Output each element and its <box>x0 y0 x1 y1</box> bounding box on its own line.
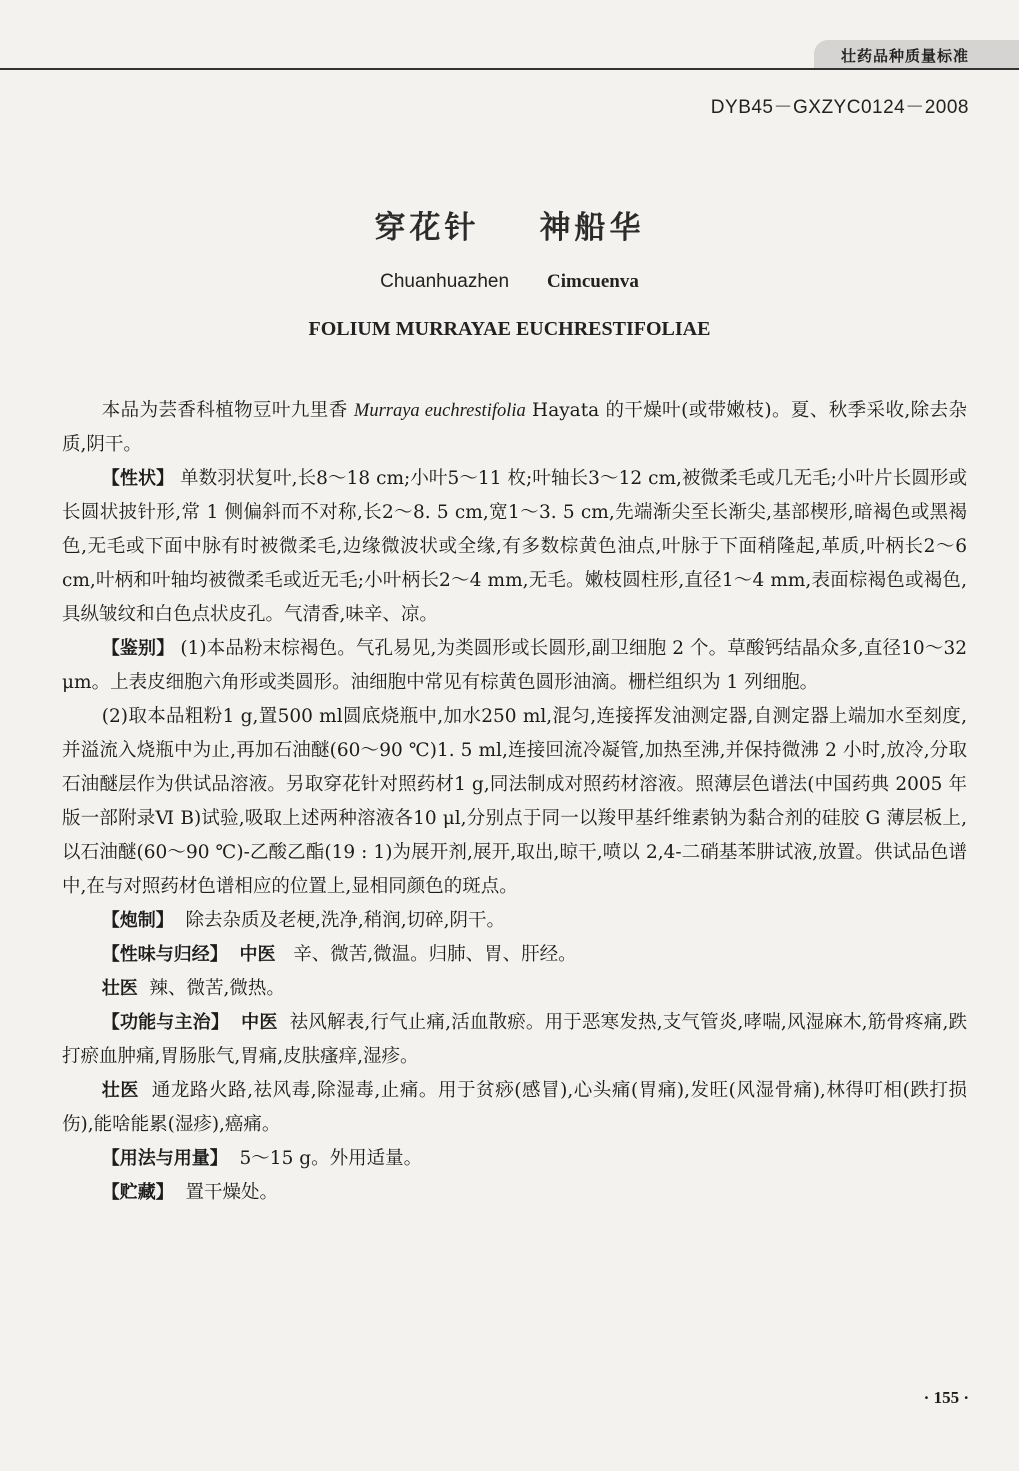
chinese-name: 穿花针 <box>374 210 480 246</box>
monograph-title <box>0 202 1019 247</box>
running-header-title: 壮药品种质量标准 <box>840 47 969 65</box>
page-number: · 155 · <box>923 1388 969 1407</box>
standard-number: DYB45－GXZYC0124－2008 <box>710 97 969 118</box>
storage-label: 【贮藏】 <box>101 1182 174 1203</box>
property-paragraph: 【性味与归经】 中医 辛、微苦,微温。归肺、胃、肝经。 <box>101 944 577 965</box>
zhuang-romanized-name: Cimcuenva <box>547 271 639 292</box>
processing-label: 【炮制】 <box>101 910 174 931</box>
dosage-label: 【用法与用量】 <box>101 1148 228 1169</box>
dosage-paragraph: 【用法与用量】 5～15 g。外用适量。 <box>101 1148 423 1169</box>
identification-paragraph-2: (2)取本品粗粉1 g,置500 ml圆底烧瓶中,加水250 ml,混匀,连接挥发油测定器,自测定器上端加水至刻度,并溢流入烧瓶中为止,再加石油醚(60～90 ℃)1. 5 ml,连接回流冷凝管,加热至沸,并保持微沸 2 小时,放冷,分取石油醚层作为供试品溶液。另取穿花针对照药材1 g,同法制成对照药材溶液。照薄层色谱法(中国药典 2005 年版一部附录Ⅵ B)试验,吸取上述两种溶液各10 μl,分别点于同一以羧甲基纤维素钠为黏合剂的硅胶 G 薄层板上,以石油醚(60～90 ℃)-乙酸乙酯(19 : 1)为展开剂,展开,取出,晾干,喷以 2,4-二硝基苯肼试液,放置。供试品色谱中,在与对照药材色谱相应的位置上,显相同颜色的斑点。 <box>62 706 967 897</box>
zhuang-name: 神船华 <box>539 210 645 246</box>
latin-name: FOLIUM MURRAYAE EUCHRESTIFOLIAE <box>308 318 711 340</box>
romanized-names <box>0 270 1019 293</box>
zhuang-label: 壮医 <box>101 978 138 999</box>
function-tcm-label: 中医 <box>241 1012 278 1033</box>
identification-paragraph-1: 【鉴别】 (1)本品粉末棕褐色。气孔易见,为类圆形或长圆形,副卫细胞 2 个。草酸钙结晶众多,直径10～32 μm。上表皮细胞六角形或类圆形。油细胞中常见有棕黄色圆形油滴。栅栏组织为 1 列细胞。 <box>62 638 967 693</box>
function-paragraph: 【功能与主治】 中医 祛风解表,行气止痛,活血散瘀。用于恶寒发热,支气管炎,哮喘,风湿麻木,筋骨疼痛,跌打瘀血肿痛,胃肠胀气,胃痛,皮肤瘙痒,湿疹。 <box>62 1012 968 1067</box>
species-name: Murraya euchrestifolia <box>353 401 526 421</box>
function-zhuang-paragraph: 壮医 通龙路火路,祛风毒,除湿毒,止痛。用于贫痧(感冒),心头痛(胃痛),发旺(风湿骨痛),林得叮相(跌打损伤),能啥能累(湿疹),癌痛。 <box>62 1080 967 1135</box>
identification-label: 【鉴别】 <box>101 638 175 659</box>
header-rule <box>0 68 1019 70</box>
function-zhuang-label: 壮医 <box>101 1080 139 1101</box>
description-paragraph: 【性状】 单数羽状复叶,长8～18 cm;小叶5～11 枚;叶轴长3～12 cm,被微柔毛或几无毛;小叶片长圆形或长圆状披针形,常 1 侧偏斜而不对称,长2～8. 5 cm,宽1～3. 5 cm,先端渐尖至长渐尖,基部楔形,暗褐色或黑褐色,无毛或下面中脉有时被微柔毛,边缘微波状或全缘,有多数棕黄色油点,叶脉于下面稍隆起,革质,叶柄长2～6 cm,叶柄和叶轴均被微柔毛或近无毛;小叶柄长2～4 mm,无毛。嫩枝圆柱形,直径1～4 mm,表面棕褐色或褐色,具纵皱纹和白色点状皮孔。气清香,味辛、凉。 <box>62 468 967 625</box>
function-label: 【功能与主治】 <box>101 1012 230 1033</box>
property-zhuang-paragraph: 壮医 辣、微苦,微热。 <box>101 978 285 999</box>
processing-paragraph: 【炮制】 除去杂质及老梗,洗净,稍润,切碎,阴干。 <box>101 910 506 931</box>
intro-paragraph: 本品为芸香科植物豆叶九里香 Murraya euchrestifolia Hayata 的干燥叶(或带嫩枝)。夏、秋季采收,除去杂质,阴干。 <box>62 400 967 455</box>
pinyin-name: Chuanhuazhen <box>380 271 510 292</box>
monograph-body <box>62 394 967 1210</box>
property-label: 【性味与归经】 <box>101 944 228 965</box>
tcm-label: 中医 <box>239 944 276 965</box>
description-label: 【性状】 <box>101 468 175 489</box>
storage-paragraph: 【贮藏】 置干燥处。 <box>101 1182 279 1203</box>
